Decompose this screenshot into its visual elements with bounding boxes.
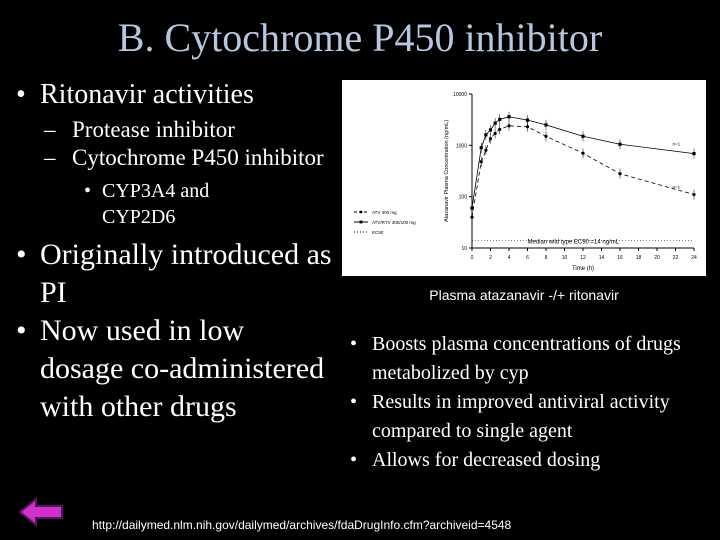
left-arrow-icon <box>18 496 66 528</box>
series-atv-rtv-point <box>470 206 473 209</box>
x-tick-label: 8 <box>544 255 548 261</box>
y-tick-label: 1000 <box>455 143 467 150</box>
series-atv-400-point <box>489 137 492 140</box>
subbullet-protease-inhibitor: – Protease inhibitor <box>44 117 235 142</box>
series-atv-400-point <box>581 152 584 155</box>
x-tick-label: 18 <box>635 255 642 261</box>
n-label-bottom: n=1 <box>672 184 681 190</box>
series-atv-rtv-point <box>507 115 510 118</box>
legend-label-atv-400: ATV 400 mg <box>372 210 397 215</box>
x-tick-label: 2 <box>489 255 492 261</box>
series-atv-400-point <box>494 132 497 135</box>
bullet-boosts-plasma: • Boosts plasma concentrations of drugs metabolized by cyp <box>346 330 711 388</box>
series-atv-rtv-point <box>489 128 492 131</box>
series-atv-400-point <box>526 125 529 128</box>
bullet-now-used-low-dosage: • Now used in low dosage co-administered with other drugs <box>14 312 334 426</box>
series-atv-rtv-point <box>480 146 483 149</box>
subsubbullet-cyp3a4: • CYP3A4 and CYP2D6 <box>14 178 282 230</box>
series-atv-400-point <box>507 124 510 127</box>
x-axis-label: Time (h) <box>571 266 595 272</box>
y-axis-label: Atazanavir Plasma Concentration (ng/mL) <box>444 119 450 223</box>
x-tick-label: 12 <box>580 255 586 261</box>
series-atv-400-point <box>498 128 501 131</box>
bullet-originally-pi: • Originally introduced as PI <box>14 236 334 312</box>
series-atv-400-point <box>618 172 621 175</box>
series-atv-400-point <box>480 160 483 163</box>
x-tick-label: 16 <box>617 255 623 261</box>
series-atv-rtv-point <box>484 133 487 136</box>
series-atv-400-point <box>544 135 547 138</box>
y-tick-label: 100 <box>458 194 467 201</box>
chart-marks <box>354 112 696 246</box>
chart-svg <box>342 80 706 276</box>
ec90-annotation: Median wild type EC90 =14 ng/mL <box>527 239 620 246</box>
y-tick-label: 10000 <box>453 92 467 98</box>
atazanavir-concentration-chart <box>342 80 706 276</box>
n-label-top: n=1 <box>672 141 681 147</box>
source-url[interactable]: http://dailymed.nlm.nih.gov/dailymed/archives/fdaDrugInfo.cfm?archiveid=4548 <box>92 518 512 532</box>
x-tick-label: 0 <box>470 255 474 261</box>
x-tick-label: 4 <box>507 255 511 261</box>
right-bullet-list <box>346 330 711 475</box>
series-atv-rtv-point <box>498 118 501 121</box>
series-atv-rtv-line <box>472 117 694 208</box>
legend-label-atv-rtv: ATV/RTV 300/100 mg <box>372 220 416 225</box>
series-atv-400-point <box>470 215 473 218</box>
x-tick-label: 22 <box>672 255 679 261</box>
bullet-decreased-dosing: • Allows for decreased dosing <box>346 446 711 475</box>
legend-label-ec90: EC90 <box>372 230 384 235</box>
series-atv-rtv-point <box>581 135 584 138</box>
back-button[interactable] <box>18 496 66 528</box>
x-tick-label: 24 <box>691 255 697 261</box>
bullet-ritonavir-activities: • Ritonavir activities <box>14 78 334 112</box>
x-tick-label: 6 <box>526 255 529 261</box>
chart-caption: Plasma atazanavir -/+ ritonavir <box>429 287 619 303</box>
subbullet-cyp450-inhibitor: – Cytochrome P450 inhibitor <box>44 145 324 170</box>
legend-marker-atv-rtv <box>360 221 363 224</box>
bullet-improved-activity: • Results in improved antiviral activity compared to single agent <box>346 388 711 446</box>
slide-title: B. Cytochrome P450 inhibitor <box>117 15 603 60</box>
series-atv-rtv-point <box>544 123 547 126</box>
y-tick-label: 10 <box>461 246 467 252</box>
series-atv-400-point <box>484 149 487 152</box>
left-bullet-list <box>14 78 334 426</box>
series-atv-400-point <box>692 193 695 196</box>
series-atv-rtv-point <box>526 119 529 122</box>
x-tick-label: 10 <box>561 255 568 261</box>
x-tick-label: 20 <box>654 255 660 261</box>
x-tick-label: 14 <box>598 255 605 261</box>
series-atv-rtv-point <box>618 143 621 146</box>
series-atv-rtv-point <box>494 122 497 125</box>
legend-marker-atv-400 <box>360 211 363 214</box>
series-atv-rtv-point <box>692 152 695 155</box>
